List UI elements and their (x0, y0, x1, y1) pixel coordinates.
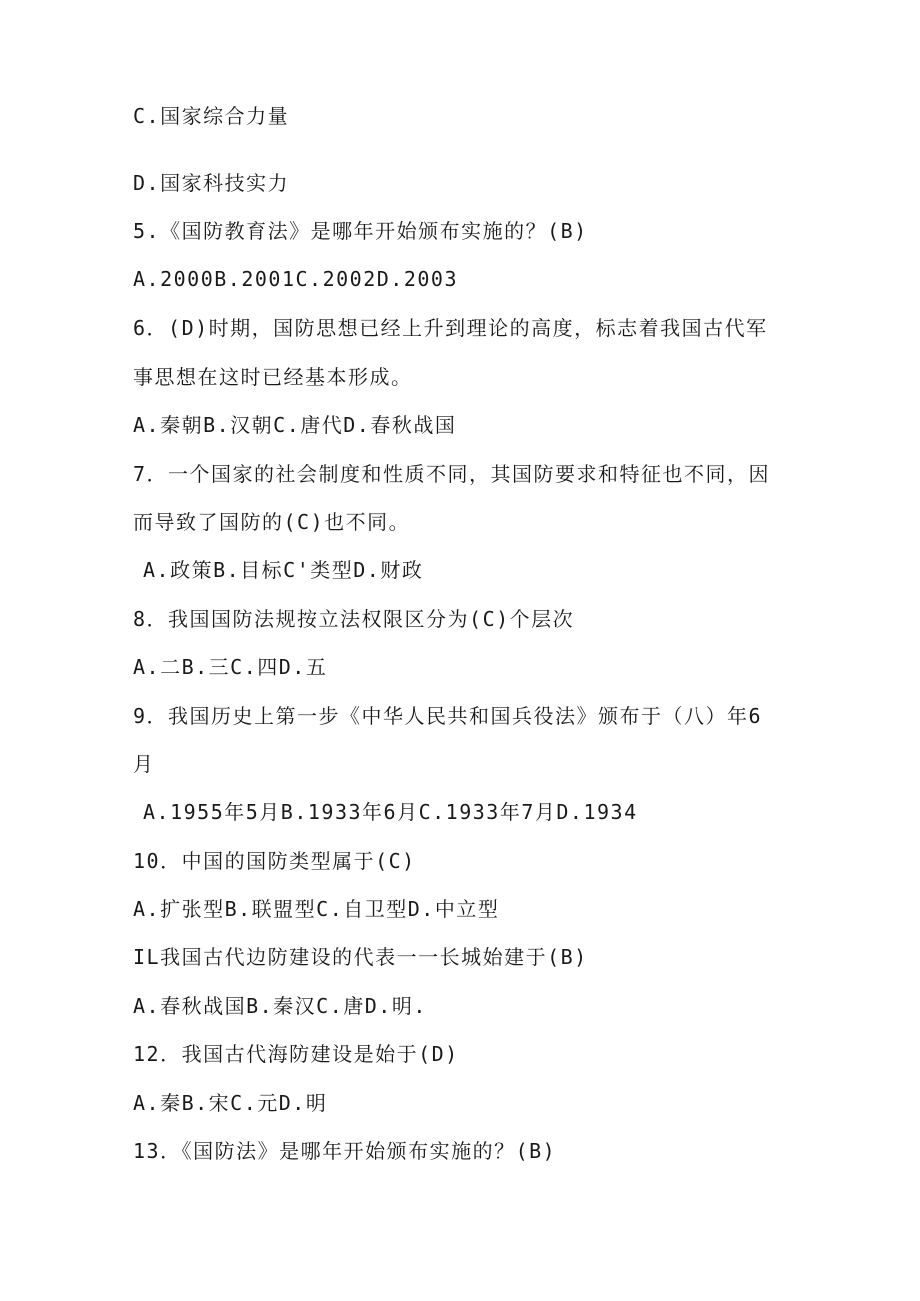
option-line: A.春秋战国B.秦汉C.唐D.明. (133, 994, 427, 1018)
option-line: D.国家科技实力 (133, 171, 290, 195)
question-line: 7．一个国家的社会制度和性质不同，其国防要求和特征也不同，因 (133, 462, 771, 486)
option-line: A.政策B.目标C'类型D.财政 (143, 558, 424, 582)
question-line: 10．中国的国防类型属于(C) (133, 849, 416, 873)
question-line-continued: 事思想在这时已经基本形成。 (133, 365, 413, 389)
option-line: A.秦朝B.汉朝C.唐代D.春秋战国 (133, 413, 457, 437)
question-line: 5.《国防教育法》是哪年开始颁布实施的？(B) (133, 219, 588, 243)
option-line: A.二B.三C.四D.五 (133, 655, 328, 679)
option-line: A.扩张型B.联盟型C.自卫型D.中立型 (133, 897, 500, 921)
question-line: 8．我国国防法规按立法权限区分为(C)个层次 (133, 607, 575, 631)
question-line: IL我国古代边防建设的代表一一长城始建于(B) (133, 945, 588, 969)
question-line: 6．(D)时期，国防思想已经上升到理论的高度，标志着我国古代军 (133, 316, 768, 340)
option-line: A.2000B.2001C.2002D.2003 (133, 267, 458, 291)
option-line: A.秦B.宋C.元D.明 (133, 1091, 328, 1115)
question-line: 9．我国历史上第一步《中华人民共和国兵役法》颁布于（八）年6 (133, 704, 763, 728)
option-line: C.国家综合力量 (133, 104, 290, 128)
question-line-continued: 月 (133, 752, 155, 776)
question-line-continued: 而导致了国防的(C)也不同。 (133, 510, 411, 534)
question-line: 12．我国古代海防建设是始于(D) (133, 1042, 459, 1066)
option-line: A.1955年5月B.1933年6月C.1933年7月D.1934 (143, 800, 638, 824)
question-line: 13．《国防法》是哪年开始颁布实施的？(B) (133, 1139, 557, 1163)
